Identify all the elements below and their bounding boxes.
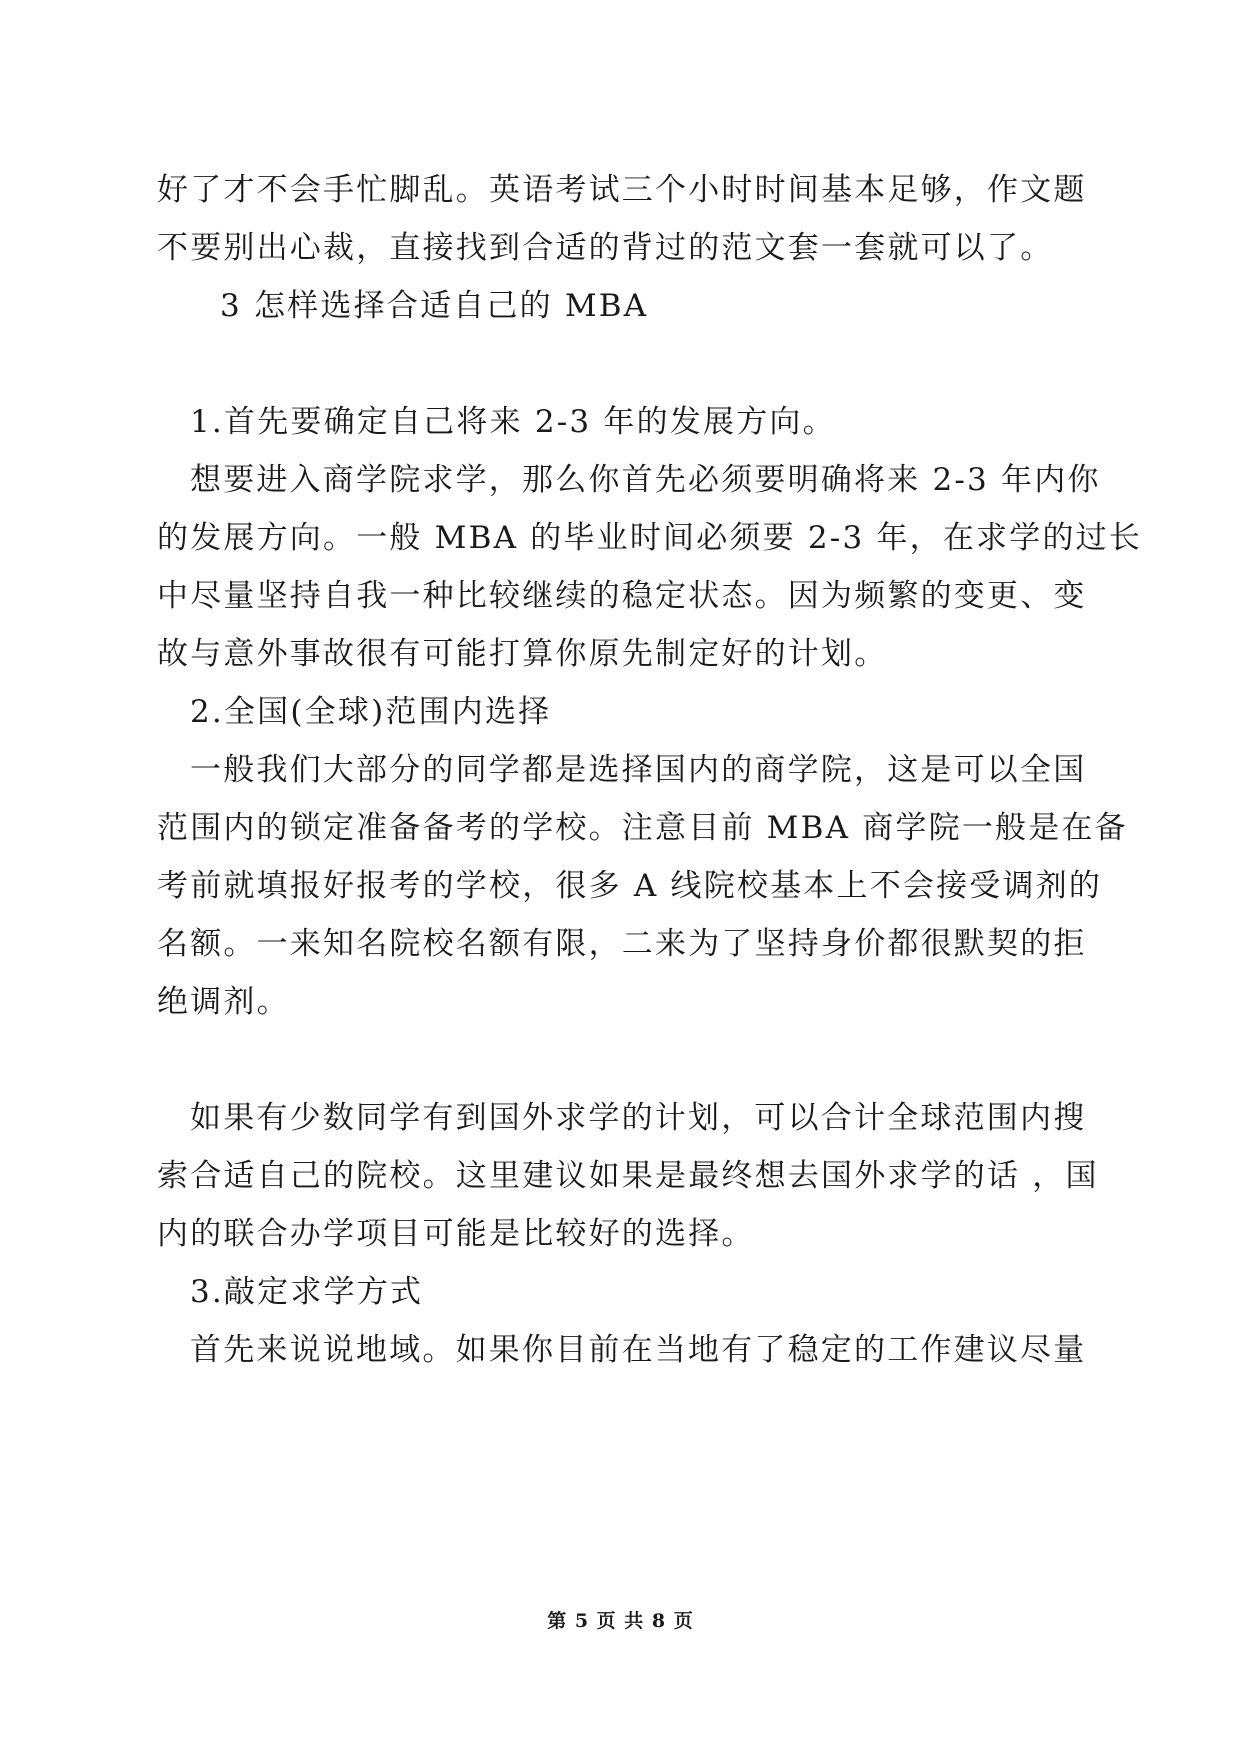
page-number: 第 5 页 共 8 页 xyxy=(547,1610,694,1632)
text-line: 的发展方向。一般 MBA 的毕业时间必须要 2-3 年，在求学的过长 xyxy=(157,520,1143,556)
text-line: 如果有少数同学有到国外求学的计划，可以合计全球范围内搜 xyxy=(190,1100,1087,1136)
text-line: 考前就填报好报考的学校，很多 A 线院校基本上不会接受调剂的 xyxy=(157,868,1103,904)
text-line: 故与意外事故很有可能打算你原先制定好的计划。 xyxy=(157,636,888,672)
text-line: 一般我们大部分的同学都是选择国内的商学院，这是可以全国 xyxy=(190,752,1087,788)
text-line: 想要进入商学院求学，那么你首先必须要明确将来 2-3 年内你 xyxy=(190,462,1101,498)
text-line: 范围内的锁定准备备考的学校。注意目前 MBA 商学院一般是在备 xyxy=(157,810,1128,846)
section-heading: 3 怎样选择合适自己的 MBA xyxy=(220,288,649,324)
text-line: 绝调剂。 xyxy=(157,984,290,1020)
text-line: 首先来说说地域。如果你目前在当地有了稳定的工作建议尽量 xyxy=(190,1332,1087,1368)
text-line: 索合适自己的院校。这里建议如果是最终想去国外求学的话 ，国 xyxy=(157,1158,1099,1194)
text-line: 好了才不会手忙脚乱。英语考试三个小时时间基本足够，作文题 xyxy=(157,172,1087,208)
text-line: 内的联合办学项目可能是比较好的选择。 xyxy=(157,1216,755,1252)
text-line: 名额。一来知名院校名额有限，二来为了坚持身价都很默契的拒 xyxy=(157,926,1087,962)
text-line: 不要别出心裁，直接找到合适的背过的范文套一套就可以了。 xyxy=(157,230,1054,266)
subsection-heading: 2.全国(全球)范围内选择 xyxy=(190,694,552,730)
text-line: 中尽量坚持自我一种比较继续的稳定状态。因为频繁的变更、变 xyxy=(157,578,1087,614)
subsection-heading: 3.敲定求学方式 xyxy=(190,1274,424,1310)
subsection-heading: 1.首先要确定自己将来 2-3 年的发展方向。 xyxy=(190,404,836,440)
